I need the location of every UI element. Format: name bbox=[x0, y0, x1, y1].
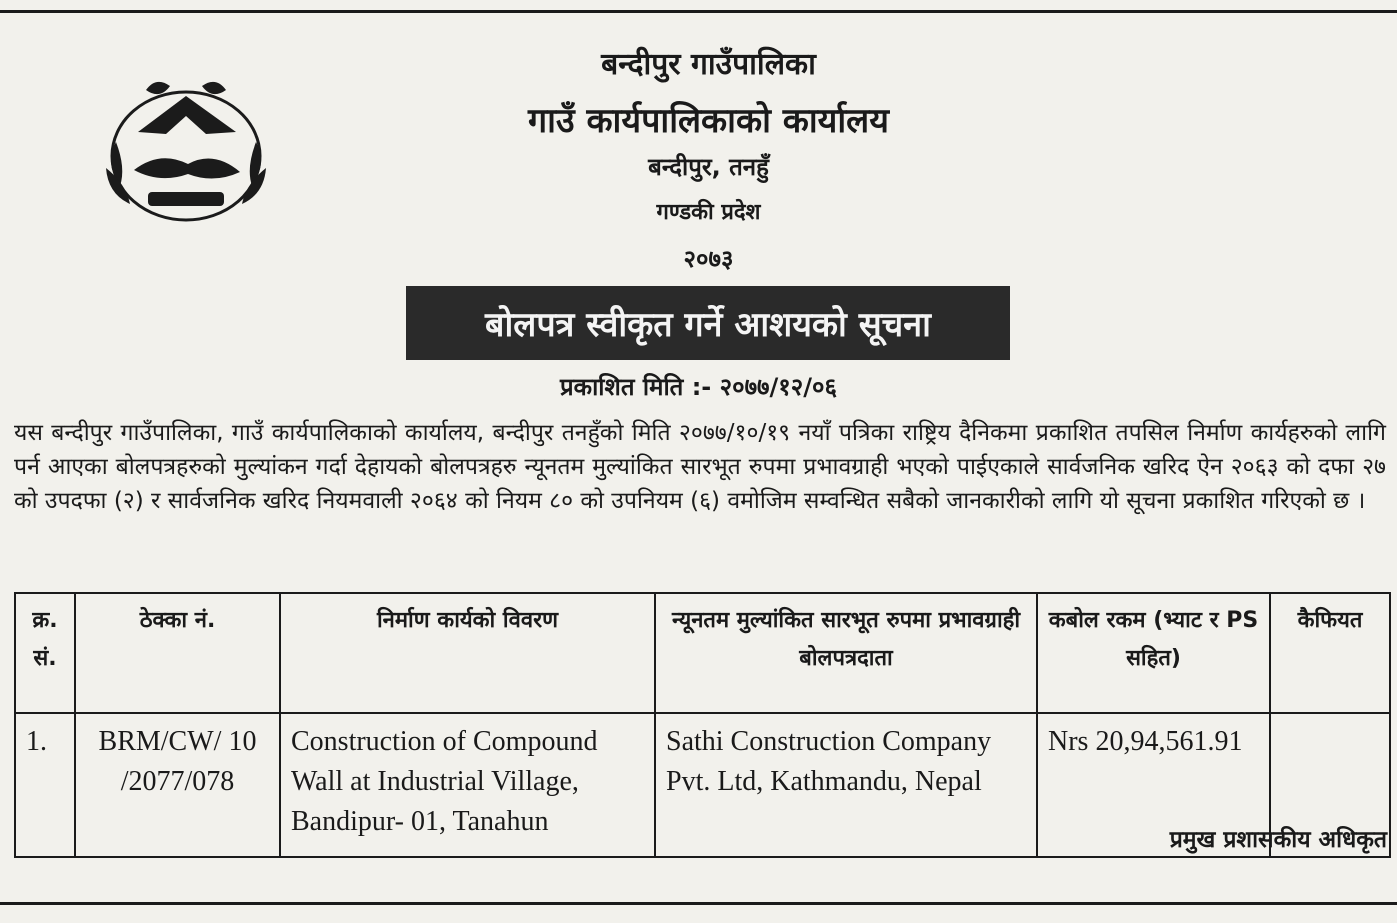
col-header-bidder: न्यूनतम मुल्यांकित सारभूत रुपमा प्रभावग्राही बोलपत्रदाता bbox=[655, 593, 1037, 713]
bottom-rule bbox=[0, 902, 1397, 905]
municipality-name: बन्दीपुर गाउँपालिका bbox=[601, 47, 816, 82]
header-year: २०७३ bbox=[683, 245, 734, 273]
notice-body: यस बन्दीपुर गाउँपालिका, गाउँ कार्यपालिकाको कार्यालय, बन्दीपुर तनहुँको मिति २०७७/१०/१९ नयाँ पत्रिका राष्ट्रिय दैनिकमा प्रकाशित तपसिल निर्माण कार्यहरुको लागि पर्न आएका बोलपत्रहरुको मुल्यांकन गर्दा देहायको बोलपत्रहरु न्यूनतम मुल्यांकित सारभूत रुपमा प्रभावग्राही भएको पाईएकाले सार्वजनिक खरिद ऐन २०६३ को दफा २७ को उपदफा (२) र सार्वजनिक खरिद नियमवाली २०६४ को नियम ८० को उपनियम (६) वमोजिम सम्वन्धित सबैको जानकारीको लागि यो सूचना प्रकाशित गरिएको छ । bbox=[14, 420, 1386, 514]
signoff-title: प्रमुख प्रशासकीय अधिकृत bbox=[1169, 827, 1387, 853]
office-address: बन्दीपुर, तनहुँ bbox=[648, 153, 769, 181]
col-header-sn: क्र. सं. bbox=[15, 593, 75, 713]
cell-sn: 1. bbox=[15, 713, 75, 857]
cell-contract-no: BRM/CW/ 10 /2077/078 bbox=[75, 713, 280, 857]
col-header-contract-no: ठेक्का नं. bbox=[75, 593, 280, 713]
cell-bidder: Sathi Construction Company Pvt. Ltd, Kathmandu, Nepal bbox=[655, 713, 1037, 857]
cell-amount: Nrs 20,94,561.91 bbox=[1037, 713, 1270, 857]
office-name: गाउँ कार्यपालिकाको कार्यालय bbox=[528, 101, 889, 141]
col-header-amount: कबोल रकम (भ्याट र PS सहित) bbox=[1037, 593, 1270, 713]
published-date: प्रकाशित मिति :- २०७७/१२/०६ bbox=[560, 373, 837, 401]
col-header-description: निर्माण कार्यको विवरण bbox=[280, 593, 655, 713]
province-name: गण्डकी प्रदेश bbox=[656, 200, 761, 225]
bid-table bbox=[14, 592, 1391, 858]
notice-title-banner: बोलपत्र स्वीकृत गर्ने आशयको सूचना bbox=[406, 286, 1010, 360]
table-header-row bbox=[15, 593, 1390, 713]
cell-description: Construction of Compound Wall at Industrial Village, Bandipur- 01, Tanahun bbox=[280, 713, 655, 857]
top-rule bbox=[0, 10, 1397, 13]
col-header-remarks: कैफियत bbox=[1270, 593, 1390, 713]
